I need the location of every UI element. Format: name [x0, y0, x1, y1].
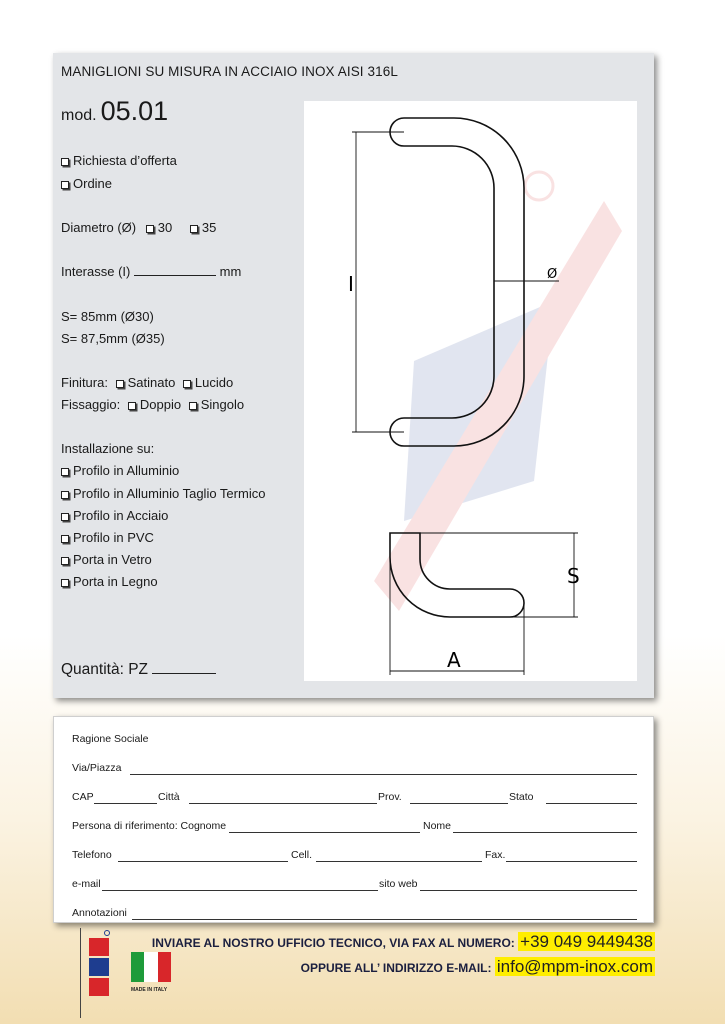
- diameter-30-label: 30: [157, 220, 173, 235]
- install-option[interactable]: [61, 530, 154, 545]
- fax-number[interactable]: +39 049 9449438: [520, 932, 653, 951]
- option-order[interactable]: [61, 176, 112, 191]
- footer-email-line: [301, 957, 655, 977]
- via-label: Via/Piazza: [72, 762, 122, 774]
- checkbox[interactable]: [61, 535, 69, 543]
- citta-field[interactable]: [189, 803, 377, 804]
- fixing-label: Fissaggio:: [61, 397, 121, 412]
- diameter-35-checkbox[interactable]: [190, 225, 198, 233]
- annotazioni-label: Annotazioni: [72, 907, 127, 919]
- dim-label-diameter: Ø: [547, 267, 558, 282]
- option-offer[interactable]: [61, 153, 177, 168]
- dim-label-a: A: [447, 648, 461, 672]
- install-option-label: Porta in Legno: [73, 574, 158, 589]
- cognome-field[interactable]: [229, 832, 420, 833]
- install-label: Installazione su:: [61, 441, 155, 456]
- page-title: MANIGLIONI SU MISURA IN ACCIAIO INOX AISI 316L: [61, 64, 398, 79]
- install-option[interactable]: [61, 552, 152, 567]
- technical-drawing: [304, 101, 637, 681]
- fax-label: Fax.: [485, 849, 506, 861]
- form-row-cap: [72, 791, 637, 807]
- mpm-watermark-logo: [374, 172, 622, 611]
- cap-field[interactable]: [94, 803, 157, 804]
- italy-flag-icon: [131, 952, 171, 982]
- install-option-label: Profilo in PVC: [73, 530, 154, 545]
- dim-label-s: S: [567, 564, 580, 588]
- diameter-row: [61, 220, 216, 235]
- install-option[interactable]: [61, 508, 168, 523]
- mpm-logo-icon: [87, 930, 111, 1010]
- fixing-singolo-checkbox[interactable]: [189, 402, 197, 410]
- diameter-30-checkbox[interactable]: [146, 225, 154, 233]
- prov-field[interactable]: [410, 803, 508, 804]
- checkbox[interactable]: [61, 181, 69, 189]
- checkbox[interactable]: [61, 557, 69, 565]
- install-option[interactable]: [61, 463, 179, 478]
- interasse-label: Interasse (I): [61, 264, 131, 279]
- email-field[interactable]: [102, 890, 378, 891]
- checkbox[interactable]: [61, 579, 69, 587]
- fax-instruction: INVIARE AL NOSTRO UFFICIO TECNICO, VIA FAX AL NUMERO:: [151, 936, 515, 950]
- finish-lucido-checkbox[interactable]: [183, 380, 191, 388]
- form-row-annotazioni: [72, 907, 637, 923]
- install-option-label: Porta in Vetro: [73, 552, 152, 567]
- cap-label: CAP: [72, 791, 94, 803]
- finish-label: Finitura:: [61, 375, 108, 390]
- option-label: Richiesta d’offerta: [73, 153, 177, 168]
- install-option[interactable]: [61, 486, 265, 501]
- dim-label-i: I: [348, 272, 354, 296]
- checkbox[interactable]: [61, 513, 69, 521]
- cell-label: Cell.: [291, 849, 313, 861]
- spacing-30: S= 85mm (Ø30): [61, 309, 154, 324]
- nome-label: Nome: [423, 820, 452, 832]
- form-row-persona: [72, 820, 637, 836]
- annotazioni-field[interactable]: [132, 919, 637, 920]
- quantity-field[interactable]: [152, 673, 216, 674]
- made-in-italy: MADE IN ITALY: [131, 987, 168, 993]
- finish-satinato-label: Satinato: [127, 375, 176, 390]
- diameter-label: Diametro (Ø): [61, 220, 137, 235]
- quantity-unit: PZ: [128, 661, 149, 678]
- quantity-row: [61, 661, 216, 679]
- quantity-label: Quantità:: [61, 661, 124, 678]
- stato-label: Stato: [509, 791, 534, 803]
- form-row-telefono: [72, 849, 637, 865]
- model-heading: [61, 96, 168, 127]
- interasse-unit: mm: [219, 264, 242, 279]
- stato-field[interactable]: [546, 803, 637, 804]
- checkbox[interactable]: [61, 491, 69, 499]
- interasse-row: [61, 264, 241, 279]
- persona-label: Persona di riferimento: Cognome: [72, 820, 227, 832]
- fixing-doppio-checkbox[interactable]: [128, 402, 136, 410]
- interasse-field[interactable]: [134, 275, 216, 276]
- fixing-doppio-label: Doppio: [139, 397, 182, 412]
- email-instruction: OPPURE ALL’ INDIRIZZO E-MAIL:: [300, 961, 492, 975]
- telefono-field[interactable]: [118, 861, 288, 862]
- checkbox[interactable]: [61, 158, 69, 166]
- model-label: mod.: [61, 107, 97, 124]
- finish-lucido-label: Lucido: [194, 375, 234, 390]
- form-row-via: [72, 762, 637, 778]
- diameter-35-label: 35: [201, 220, 217, 235]
- finish-satinato-checkbox[interactable]: [116, 380, 124, 388]
- flag-green: [131, 952, 144, 982]
- sito-field[interactable]: [420, 890, 637, 891]
- flag-red: [158, 952, 171, 982]
- spacing-35: S= 87,5mm (Ø35): [61, 331, 165, 346]
- form-row-email: [72, 878, 637, 894]
- citta-label: Città: [158, 791, 180, 803]
- prov-label: Prov.: [378, 791, 402, 803]
- cell-field[interactable]: [316, 861, 482, 862]
- sito-label: sito web: [379, 878, 418, 890]
- install-option-label: Profilo in Alluminio Taglio Termico: [73, 486, 266, 501]
- telefono-label: Telefono: [72, 849, 112, 861]
- footer-divider: [80, 928, 81, 1018]
- handle-drawing-svg: [304, 101, 637, 681]
- install-option[interactable]: [61, 574, 158, 589]
- form-row-ragione: [72, 733, 637, 749]
- fixing-singolo-label: Singolo: [200, 397, 245, 412]
- fax-field[interactable]: [506, 861, 637, 862]
- ragione-label: Ragione Sociale: [72, 733, 149, 745]
- install-option-label: Profilo in Alluminio: [73, 463, 180, 478]
- footer-fax-line: [152, 932, 655, 952]
- finish-row: [61, 375, 233, 390]
- email-link[interactable]: info@mpm-inox.com: [496, 957, 653, 976]
- nome-field[interactable]: [453, 832, 637, 833]
- checkbox[interactable]: [61, 468, 69, 476]
- fixing-row: [61, 397, 244, 412]
- flag-white: [144, 952, 157, 982]
- install-option-label: Profilo in Acciaio: [73, 508, 169, 523]
- option-label: Ordine: [73, 176, 113, 191]
- via-field[interactable]: [130, 774, 637, 775]
- email-label: e-mail: [72, 878, 101, 890]
- model-number: 05.01: [100, 96, 169, 126]
